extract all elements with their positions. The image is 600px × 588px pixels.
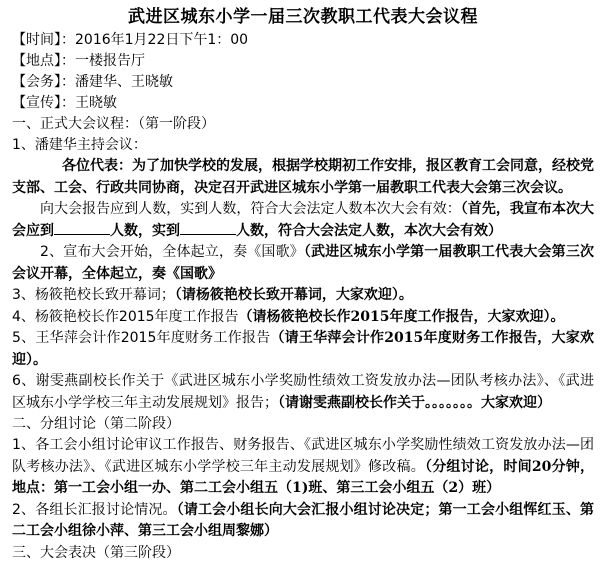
info-place: 【地点】：一楼报告厅 (12, 53, 145, 69)
s2-item-2-text: 2、各组长汇报讨论情况。 (12, 501, 177, 518)
section-1-item-3 (12, 285, 594, 307)
info-time: 【时间】：2016年1月22日下午1：00 (12, 32, 249, 48)
attendance-report-text: 向大会报告应到人数，实到人数，符合大会法定人数本次大会有效： (40, 201, 461, 217)
section-2-heading: 二、分组讨论（第二阶段） (12, 416, 180, 432)
s2-item-2-announcement: （请工会小组长向大会汇报小组讨论决定；第一工会小组恽红玉、第二工会小组徐小萍、第三工会小组周黎娜） (12, 501, 594, 539)
item-2-announcement: （武进区城东小学第一届教职工代表大会第三次会议开幕，全体起立，奏《国歌》 (12, 244, 594, 282)
item-3-announcement: （请杨筱艳校长致开幕词，大家欢迎）。 (174, 287, 413, 303)
section-2-item-1 (12, 435, 594, 500)
opening-speech: 各位代表：为了加快学校的发展，根据学校期初工作安排，报区教育工会同意，经校党支部、工会、行政共同协商，决定召开武进区城东小学第一届教职工代表大会第三次会议。 (12, 158, 594, 196)
item-5-announcement: （请王华萍会计作2015年度财务工作报告，大家欢迎）。 (12, 330, 594, 368)
section-1-heading: 一、正式大会议程：（第一阶段） (12, 116, 215, 132)
attendance-announcement-1: （首先，我宣布本次大会应到 (12, 201, 595, 239)
document-title: 武进区城东小学一届三次教职工代表大会议程 (128, 7, 478, 27)
s2-item-1-text: 1、各工会小组讨论审议工作报告、财务报告、《武进区城东小学奖励性绩效工资发放办法—团队考核办法》、《武进区城东小学学校三年主动发展规划》修改稿。 (12, 437, 594, 475)
blank-expected-count (54, 234, 110, 235)
section-1-item-4 (12, 307, 594, 329)
section-1-item-5 (12, 328, 594, 371)
info-promo: 【宣传】：王晓敏 (12, 95, 117, 111)
item-6-announcement: （请谢雯燕副校长作关于。。。。。。。大家欢迎） (278, 394, 551, 411)
info-staff: 【会务】：潘建华、王晓敏 (12, 74, 173, 90)
section-3-heading: 三、大会表决（第三阶段） (12, 544, 180, 561)
section-1-item-2 (12, 242, 594, 285)
item-2-text: 2、宣布大会开始，全体起立，奏《国歌》 (40, 244, 304, 260)
item-4-text: 4、杨筱艳校长作2015年度工作报告 (12, 308, 239, 325)
section-1-item-6 (12, 371, 594, 414)
item-4-announcement: （请杨筱艳校长作2015年度工作报告，大家欢迎）。 (238, 308, 565, 325)
s2-item-1-announcement: （分组讨论，时间20分钟，地点：第一工会小组一办、第二工会小组五（1)班、第三工会小组五（2）班） (12, 458, 595, 496)
item-3-text: 3、杨筱艳校长致开幕词； (12, 287, 175, 303)
item-5-text: 5、王华萍会计作2015年度财务工作报告 (12, 330, 271, 346)
attendance-announcement-3: 人数，符合大会法定人数，本次大会有效） (236, 222, 502, 239)
item-6-text: 6、谢雯燕副校长作关于《武进区城东小学奖励性绩效工资发放办法—团队考核办法》、《武进区城东小学学校三年主动发展规划》报告； (12, 373, 594, 411)
blank-actual-count (180, 234, 236, 235)
attendance-announcement-2: 人数，实到 (110, 222, 180, 239)
attendance-report (12, 199, 594, 242)
section-2-item-2 (12, 500, 594, 543)
section-1-item-1: 1、潘建华主持会议： (12, 137, 147, 153)
